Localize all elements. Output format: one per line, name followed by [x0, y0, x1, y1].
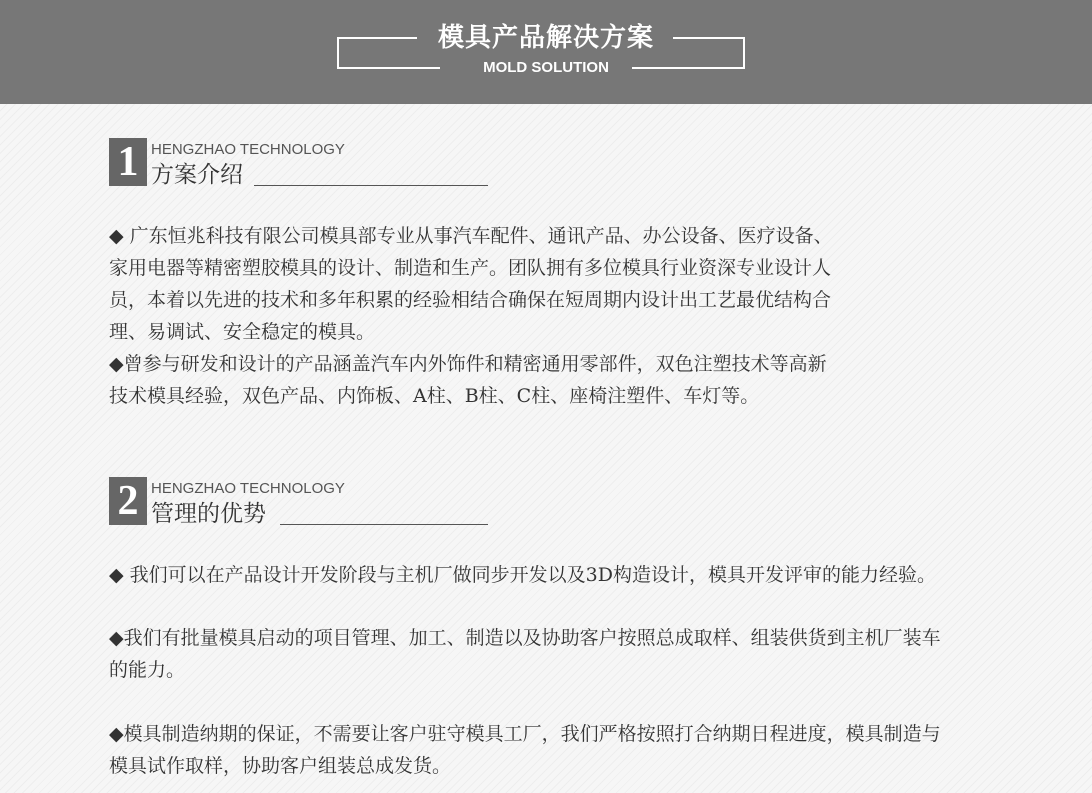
header-title: 模具产品解决方案: [437, 23, 654, 53]
section-2-line: ◆模具制造纳期的保证，不需要让客户驻守模具工厂，我们严格按照打合纳期日程进度，模具制造与: [109, 723, 941, 745]
section-1-title: 方案介绍: [151, 162, 243, 188]
section-2-title: 管理的优势: [151, 501, 266, 527]
section-1-line: 员，本着以先进的技术和多年积累的经验相结合确保在短周期内设计出工艺最优结构合: [109, 289, 832, 311]
section-2-en-label: HENGZHAO TECHNOLOGY: [151, 480, 345, 497]
section-2-line: ◆我们有批量模具启动的项目管理、加工、制造以及协助客户按照总成取样、组装供货到主机厂装车: [109, 627, 941, 649]
section-1-line: ◆曾参与研发和设计的产品涵盖汽车内外饰件和精密通用零部件，双色注塑技术等高新: [109, 353, 827, 375]
section-1-line: 理、易调试、安全稳定的模具。: [109, 321, 376, 343]
section-1-line: 技术模具经验，双色产品、内饰板、A柱、B柱、C柱、座椅注塑件、车灯等。: [109, 385, 760, 407]
section-2-line: 的能力。: [109, 659, 186, 681]
section-2-line: 模具试作取样，协助客户组装总成发货。: [109, 755, 452, 777]
section-1-line: 家用电器等精密塑胶模具的设计、制造和生产。团队拥有多位模具行业资深专业设计人: [109, 257, 832, 279]
header-subtitle: MOLD SOLUTION: [483, 59, 609, 76]
section-1-line: ◆ 广东恒兆科技有限公司模具部专业从事汽车配件、通讯产品、办公设备、医疗设备、: [109, 225, 833, 247]
section-1-number: 1: [109, 138, 147, 186]
section-2-underline: [280, 524, 488, 525]
section-1-en-label: HENGZHAO TECHNOLOGY: [151, 141, 345, 158]
header-banner: [0, 0, 1092, 104]
section-2-number: 2: [109, 477, 147, 525]
section-1-underline: [254, 185, 488, 186]
section-2-line: ◆ 我们可以在产品设计开发阶段与主机厂做同步开发以及3D构造设计，模具开发评审的能力经验。: [109, 564, 936, 586]
